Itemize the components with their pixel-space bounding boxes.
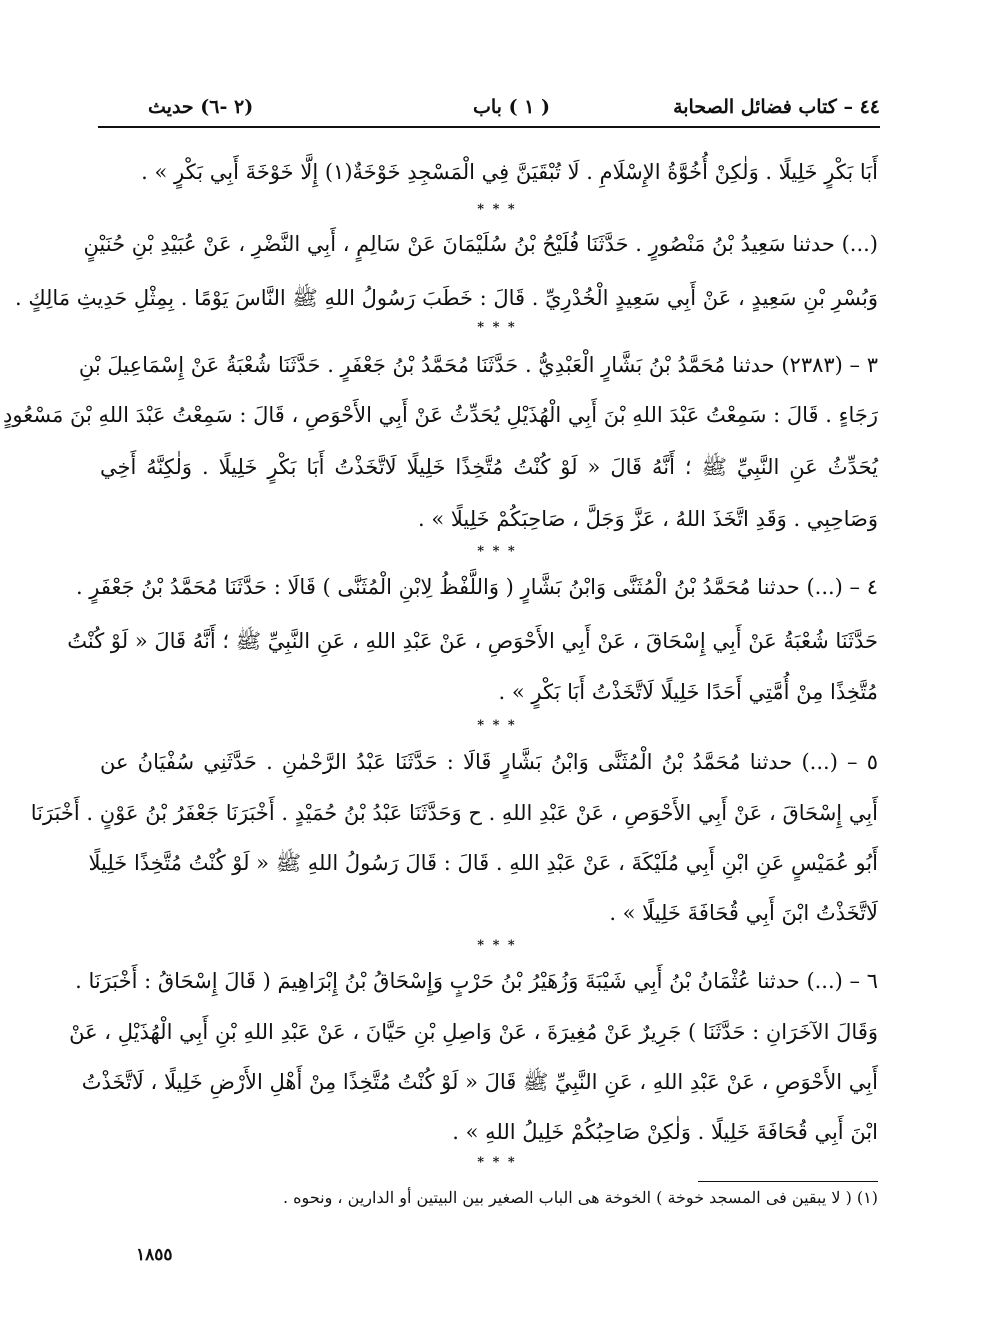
footnote-rule [698,1181,878,1182]
text-line: ٦ – (...) حدثنا عُثْمَانُ بْنُ أَبِي شَيْبَةَ وَزُهَيْرُ بْنُ حَرْبٍ وَإِسْحَاقُ بْنُ إِبْرَاهِيمَ ( قَالَ إِسْحَاقُ : أَخْبَرَنَا . [75,969,878,993]
header-rule [98,126,880,128]
hadith-range: (٢ -٦) حديث [148,96,254,118]
text-line: لَاتَّخَذْتُ ابْنَ أَبِي قُحَافَةَ خَلِيلًا » . [609,901,878,925]
text-line: ٣ – (٢٣٨٣) حدثنا مُحَمَّدُ بْنُ بَشَّارٍ الْعَبْدِيُّ . حَدَّثَنَا مُحَمَّدُ بْنُ جَعْفَرٍ . حَدَّثَنَا شُعْبَةُ عَنْ إِسْمَاعِيلَ بْنِ [78,353,878,377]
text-line: ٥ – (...) حدثنا مُحَمَّدُ بْنُ الْمُثَنَّى وَابْنُ بَشَّارٍ قَالَا : حَدَّثَنَا عَبْدُ الرَّحْمٰنِ . حَدَّثَنِي سُفْيَانُ عن [100,750,878,774]
section-separator: * * * [477,202,517,217]
text-line: حَدَّثَنَا شُعْبَةُ عَنْ أَبِي إِسْحَاقَ ، عَنْ أَبِي الأَحْوَصِ ، عَنْ عَبْدِ اللهِ ، عَنِ النَّبِيِّ ﷺ ؛ أَنَّهُ قَالَ « لَوْ كُنْتُ [67,629,878,653]
text-line: وَبُسْرِ بْنِ سَعِيدٍ ، عَنْ أَبِي سَعِيدٍ الْخُدْرِيِّ . قَالَ : خَطَبَ رَسُولُ اللهِ ﷺ النَّاسَ يَوْمًا . بِمِثْلِ حَدِيثِ مَالِكٍ . [14,286,878,310]
text-line: أَبَا بَكْرٍ خَلِيلًا . وَلٰكِنْ أُخُوَّةُ الإِسْلَامِ . لَا تُبْقَيَنَّ فِي الْمَسْجِدِ خَوْخَةٌ(١) إِلَّا خَوْخَةَ أَبِي بَكْرٍ » . [141,160,878,184]
section-separator: * * * [477,544,517,559]
section-separator: * * * [477,938,517,953]
text-line: (...) حدثنا سَعِيدُ بْنُ مَنْصُورٍ . حَدَّثَنَا فُلَيْحُ بْنُ سُلَيْمَانَ عَنْ سَالِمٍ ، أَبِي النَّضْرِ ، عَنْ عُبَيْدِ بْنِ حُنَيْنٍ [83,232,878,256]
page-header [100,92,880,126]
text-line: ٤ – (...) حدثنا مُحَمَّدُ بْنُ الْمُثَنَّى وَابْنُ بَشَّارٍ ( وَاللَّفْظُ لِابْنِ الْمُثَنَّى ) قَالَا : حَدَّثَنَا مُحَمَّدُ بْنُ جَعْفَرٍ . [75,575,878,599]
section-separator: * * * [477,718,517,733]
text-line: وَقَالَ الآخَرَانِ : حَدَّثَنَا ) جَرِيرٌ عَنْ مُغِيرَةَ ، عَنْ وَاصِلِ بْنِ حَيَّانَ ، عَنْ عَبْدِ اللهِ بْنِ أَبِي الْهُذَيْلِ ، عَنْ [69,1020,878,1044]
text-line: ابْنَ أَبِي قُحَافَةَ خَلِيلًا . وَلٰكِنْ صَاحِبُكُمْ خَلِيلُ اللهِ » . [452,1120,878,1144]
section-separator: * * * [477,320,517,335]
text-line: وَصَاحِبِي . وَقَدِ اتَّخَذَ اللهُ ، عَزَّ وَجَلَّ ، صَاحِبَكُمْ خَلِيلًا » . [417,507,878,531]
book-title: ٤٤ – كتاب فضائل الصحابة [673,96,880,118]
text-line: أَبِي الأَحْوَصِ ، عَنْ عَبْدِ اللهِ ، عَنِ النَّبِيِّ ﷺ قَالَ « لَوْ كُنْتُ مُتَّخِذًا مِنْ أَهْلِ الأَرْضِ خَلِيلًا ، لَاتَّخَذْتُ [81,1070,878,1094]
text-line: أَبِي إِسْحَاقَ ، عَنْ أَبِي الأَحْوَصِ ، عَنْ عَبْدِ اللهِ . ح وَحَدَّثَنَا عَبْدُ بْنُ حُمَيْدٍ . أَخْبَرَنَا جَعْفَرُ بْنُ عَوْنٍ . أَخْبَرَنَا [30,801,878,825]
text-line: يُحَدِّثُ عَنِ النَّبِيِّ ﷺ ؛ أَنَّهُ قَالَ « لَوْ كُنْتُ مُتَّخِذًا خَلِيلًا لَاتَّخَذْتُ أَبَا بَكْرٍ خَلِيلًا . وَلٰكِنَّهُ أَخِي [100,455,878,479]
text-line: أَبُو عُمَيْسٍ عَنِ ابْنِ أَبِي مُلَيْكَةَ ، عَنْ عَبْدِ اللهِ . قَالَ : قَالَ رَسُولُ اللهِ ﷺ « لَوْ كُنْتُ مُتَّخِذًا خَلِيلًا [88,851,878,875]
page-number: ١٨٥٥ [136,1245,173,1265]
section-separator: * * * [477,1155,517,1170]
text-line: مُتَّخِذًا مِنْ أُمَّتِي أَحَدًا خَلِيلًا لَاتَّخَذْتُ أَبَا بَكْرٍ » . [498,680,878,704]
text-line: رَجَاءٍ . قَالَ : سَمِعْتُ عَبْدَ اللهِ بْنَ أَبِي الْهُذَيْلِ يُحَدِّثُ عَنْ أَبِي الأَحْوَصِ ، قَالَ : سَمِعْتُ عَبْدَ اللهِ بْنَ مَسْعُودٍ [3,403,878,427]
footnote: (١) ( لا يبقين فى المسجد خوخة ) الخوخة هى الباب الصغير بين البيتين أو الدارين ، ونحوه . [283,1188,878,1207]
chapter-label: ( ١ ) باب [472,96,550,118]
